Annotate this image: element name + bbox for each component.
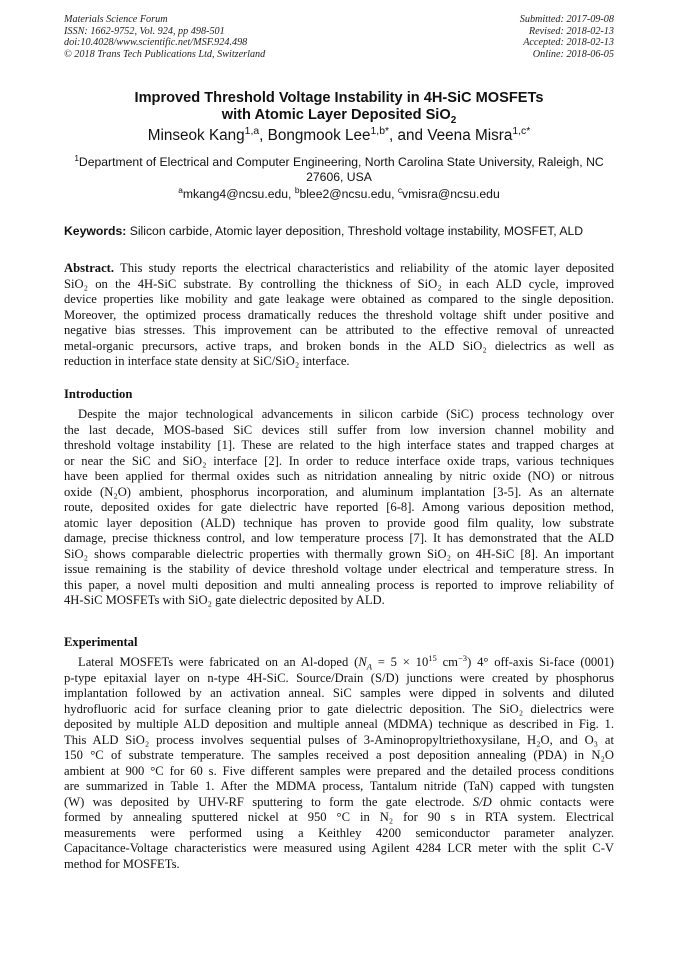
title-line-2: with Atomic Layer Deposited SiO$_2$ [221,107,457,126]
body-line: p-type epitaxial layer on n-type 4H-SiC. Source/Drain (S/D) junctions were created by phosphorus [64,670,614,685]
abstract-line: negative bias stresses. This improvement can be attributed to the effective removal of unreacted [64,323,614,337]
journal-issn: ISSN: 1662-9752, Vol. 924, pp 498-501 [64,25,225,37]
author-name: Bongmook Lee [267,127,371,144]
submission-dates [520,14,614,60]
abstract-label: Abstract. [64,261,115,275]
body-line: Despite the major technological advancements in silicon carbide (SiC) process technology over [78,407,614,421]
body-line: Lateral MOSFETs were fabricated on an Al-doped ($N_A = 5 \times 10^{15}$ $cm^{-3}$) 4° off-axis Si-face (0001) [78,652,614,672]
author-affiliation-mark: 1,b* [370,125,390,137]
body-line: threshold voltage instability [1]. These are related to the high interface states and trapped charges at [64,438,614,452]
journal-info [64,14,265,60]
body-line: this paper, a novel multi deposition and multi annealing process is reported to improve reliability of [64,577,614,592]
journal-doi: doi:10.4028/www.scientific.net/MSF.924.498 [64,37,248,49]
body-line: damage, precise thickness control, and low temperature process [7]. It has demonstrated that the ALD [64,531,614,545]
abstract-line: Abstract. This study reports the electrical characteristics and reliability of the atomic layer deposited [64,261,614,275]
body-line: or near the SiC and SiO₂ interface [2]. In order to reduce interface oxide traps, various techniques [64,453,614,468]
abstract-line: Moreover, the optimized process dramatically reduces the threshold voltage shift under positive and [64,307,614,322]
keywords-label: Keywords: [64,224,127,238]
abstract-line: metal-organic precursors, active traps, and broken bonds in the ALD SiO₂ dielectrics as well as [64,338,614,353]
author-name: Veena Misra [427,127,513,144]
date-revised: Revised: 2018-02-13 [528,25,614,37]
body-line: measurements were performed using a Keithley 4200 semiconductor parameter analyzer. [64,825,614,840]
abstract-line: SiO₂ on the 4H-SiC substrate. By controlling the thickness of SiO₂ in each ALD cycle, improved [64,276,614,291]
keywords-text: Silicon carbide, Atomic layer deposition, Threshold voltage instability, MOSFET, ALD [126,224,584,238]
body-line: issue remaining is the stability of device threshold voltage under electrical and temperature stress. In [64,562,614,576]
title-line-1: Improved Threshold Voltage Instability in 4H-SiC MOSFETs [134,90,544,106]
body-line: SiO₂ shows comparable dielectric properties with thermally grown SiO₂ on 4H-SiC [8]. An important [64,546,614,561]
author-affiliation-mark: 1,a [244,125,260,137]
body-line: have been applied for thermal oxides such as nitridation annealing by nitric oxide (NO) or nitrous [64,469,614,483]
affiliation-line-1: $^1$Department of Electrical and Computer Engineering, North Carolina State University, Raleigh, NC [74,152,604,169]
body-line: This ALD SiO₂ process involves sequential pulses of 3-Aminopropyltriethoxysilane, H₂O, and O₃ at [64,732,614,747]
author-affiliation-mark: 1,c* [512,125,531,137]
date-submitted: Submitted: 2017-09-08 [519,14,614,25]
email-link[interactable]: blee2@ncsu.edu [299,187,392,201]
body-line: 4H-SiC MOSFETs with SiO₂ gate dielectric deposited by ALD. [64,593,385,607]
body-line: implantation followed by an activation anneal. SiC samples were dipped in solvents and diluted [64,686,614,700]
journal-name: Materials Science Forum [64,14,168,25]
body-line: the last decade, MOS-based SiC devices still suffer from low inversion channel mobility and [64,422,614,437]
keywords [64,224,624,238]
affiliation-line-2: 27606, USA [306,169,372,184]
body-line: atomic layer deposition (ALD) technique has proven to provide good film quality, low substrate [64,515,614,530]
body-line: method for MOSFETs. [64,856,180,871]
experimental-body [64,652,614,872]
body-line: Capacitance-Voltage characteristics were measured using Agilent 4284 LCR meter with the split C-V [64,841,614,855]
author-list: Minseok Kang$^{1,a}$, Bongmook Lee$^{1,b*}$, and Veena Misra$^{1,c*}$ [147,125,531,144]
journal-copyright: © 2018 Trans Tech Publications Ltd, Switzerland [64,48,266,60]
body-line: route, deposited oxides for gate dielectric have reported [6-8]. Among various deposition method, [64,500,614,514]
paper-title [64,90,614,124]
date-online: Online: 2018-06-05 [532,48,614,60]
email-link[interactable]: mkang4@ncsu.edu [182,187,289,201]
abstract [64,261,614,370]
body-line: oxide (N₂O) ambient, phosphorus incorporation, and aluminum implantation [3-5]. As an alternate [64,484,614,499]
body-line: ambient at 900 °C for 60 s. Five different samples were prepared and the detailed process conditions [64,763,614,778]
body-line: formed by annealing sputtered nickel at 950 °C in N₂ for 90 s in RTA system. Electrical [64,810,614,824]
author-name: Minseok Kang [147,127,245,144]
date-accepted: Accepted: 2018-02-13 [523,37,614,49]
abstract-line: device properties like mobility and gate leakage were obtained as compared to the single deposition. [64,292,614,306]
email-link[interactable]: vmisra@ncsu.edu [402,187,500,201]
body-line: are summarized in Table 1. After the MDMA process, Tantalum nitride (TaN) capped with tungsten [64,779,614,793]
section-heading-introduction: Introduction [64,387,133,401]
abstract-line: reduction in interface state density at SiC/SiO₂ interface. [64,354,350,368]
author-emails: $^a$mkang4@ncsu.edu, $^b$blee2@ncsu.edu, $^c$vmisra@ncsu.edu [178,184,500,201]
affiliation [64,152,614,184]
body-line: hydrofluoric acid for surface cleaning prior to gate dielectric deposition. The SiO₂ dielectrics were [64,701,614,716]
introduction-body [64,407,614,609]
section-heading-experimental: Experimental [64,635,138,649]
body-line: 150 °C of substrate temperature. The samples received a post deposition annealing (PDA) in N₂O [64,748,614,762]
body-line: deposited by multiple ALD deposition and multiple anneal (MDMA) technique as described in Fig. 1. [64,717,614,731]
body-line: (W) was deposited by UHV-RF sputtering to form the gate electrode. S/D ohmic contacts were [64,794,614,809]
